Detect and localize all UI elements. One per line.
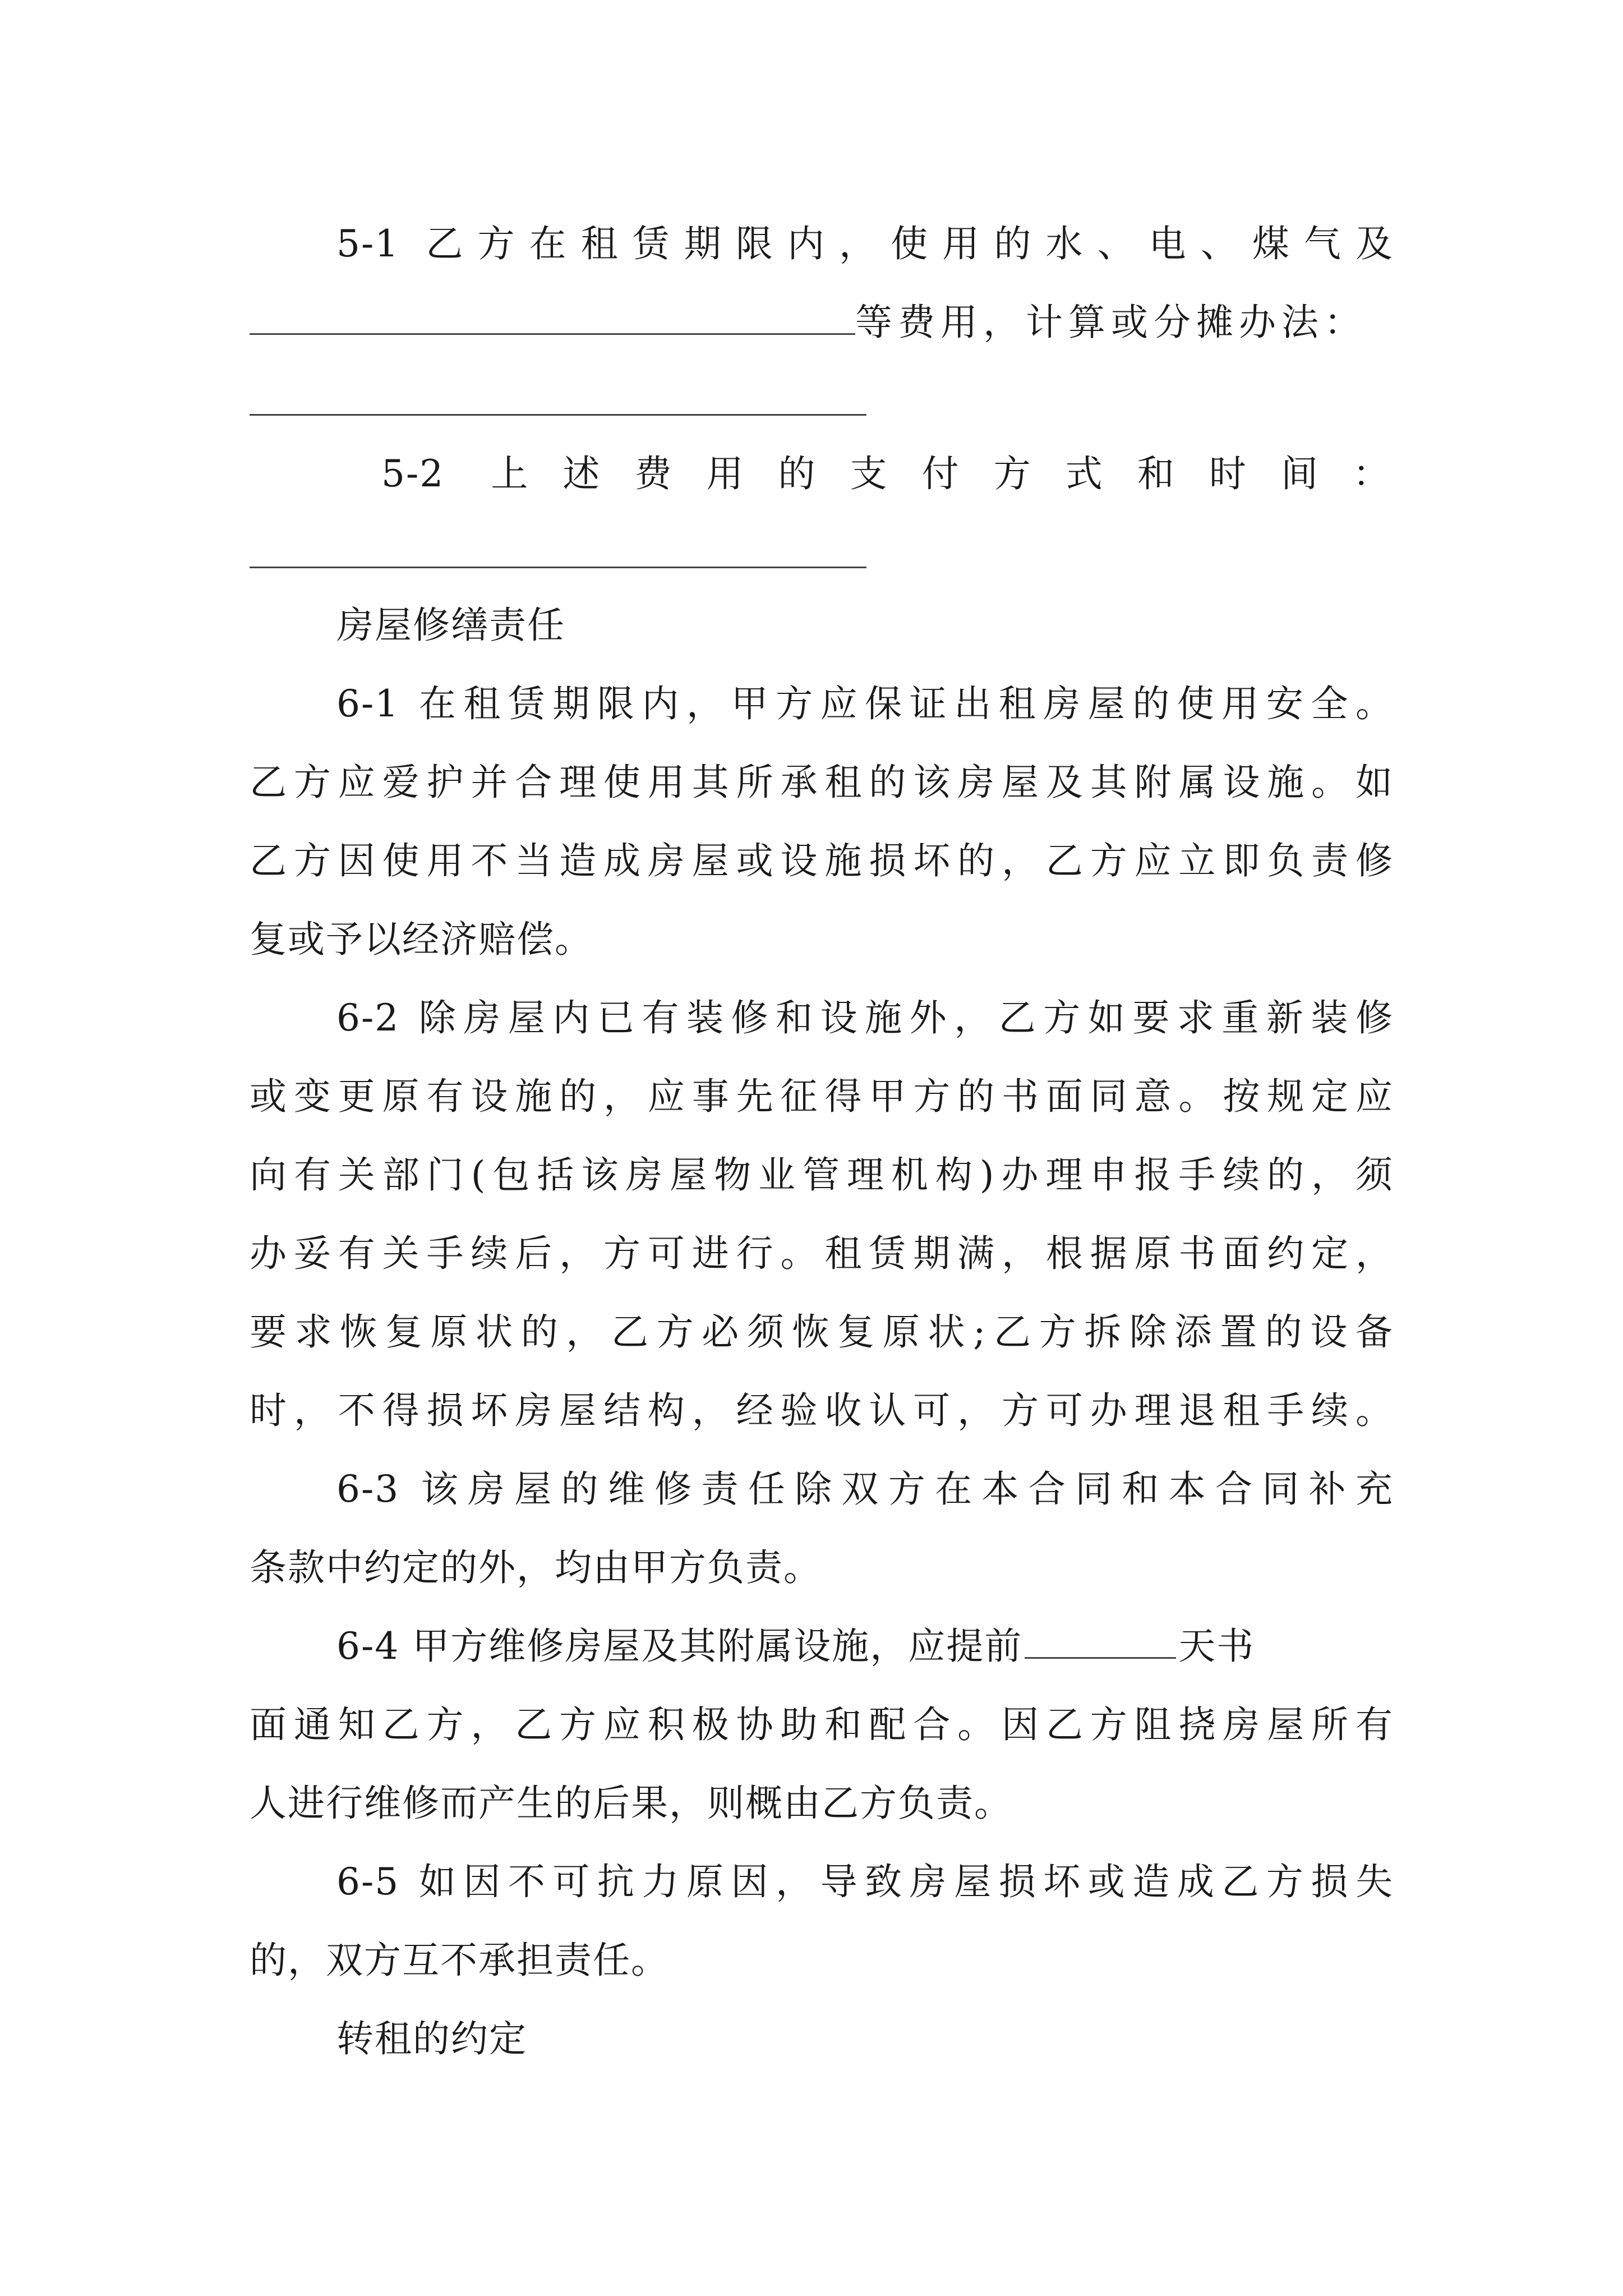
clause-6-4-line-2: 面通知乙方，乙方应积极协助和配合。因乙方阻挠房屋所有 — [250, 1703, 1394, 1746]
clause-6-2-line-5: 要求恢复原状的，乙方必须恢复原状;乙方拆除添置的设备 — [250, 1310, 1394, 1354]
clause-6-1-line-1: 6-1 在租赁期限内，甲方应保证出租房屋的使用安全。 — [336, 682, 1394, 725]
clause-6-5-line-1: 6-5 如因不可抗力原因，导致房屋损坏或造成乙方损失 — [336, 1860, 1394, 1903]
clause-6-4-line-1-tail: 天书 — [1178, 1625, 1255, 1668]
clause-6-1-line-3: 乙方因使用不当造成房屋或设施损坏的，乙方应立即负责修 — [250, 839, 1394, 882]
clause-5-1-line-2 — [250, 283, 1394, 362]
clause-6-1-line-2: 乙方应爱护并合理使用其所承租的该房屋及其附属设施。如 — [250, 761, 1394, 804]
clause-5-1-line-1: 5-1 乙方在租赁期限内，使用的水、电、煤气及 — [336, 222, 1394, 265]
clause-5-2-line-1: 5-2 上述费用的支付方式和时间： — [381, 452, 1391, 495]
fill-in-blank — [1025, 1657, 1176, 1659]
clause-6-2-line-6: 时，不得损坏房屋结构，经验收认可，方可办理退租手续。 — [250, 1389, 1394, 1432]
clause-6-2-line-3: 向有关部门(包括该房屋物业管理机构)办理申报手续的，须 — [250, 1153, 1394, 1197]
fill-in-blank-line — [250, 567, 866, 568]
clause-6-4-line-3: 人进行维修而产生的后果，则概由乙方负责。 — [250, 1782, 1012, 1825]
clause-6-3-line-1: 6-3 该房屋的维修责任除双方在本合同和本合同补充 — [336, 1467, 1394, 1511]
clause-6-3-line-2: 条款中约定的外，均由甲方负责。 — [250, 1546, 822, 1589]
fill-in-blank-line — [250, 414, 866, 416]
fill-in-blank — [250, 333, 855, 335]
clause-6-2-line-4: 办妥有关手续后，方可进行。租赁期满，根据原书面约定， — [250, 1232, 1394, 1275]
clause-6-4-line-1 — [336, 1607, 1394, 1686]
clause-6-2-line-2: 或变更原有设施的，应事先征得甲方的书面同意。按规定应 — [250, 1075, 1394, 1118]
clause-6-5-line-2: 的，双方互不承担责任。 — [250, 1939, 669, 1982]
clause-5-1-line-2-text: 等费用，计算或分摊办法： — [855, 301, 1367, 344]
section-heading-sublease: 转租的约定 — [336, 2017, 527, 2060]
clause-6-1-line-4: 复或予以经济赔偿。 — [250, 918, 593, 961]
clause-6-2-line-1: 6-2 除房屋内已有装修和设施外，乙方如要求重新装修 — [336, 996, 1394, 1039]
clause-6-4-line-1-head: 6-4 甲方维修房屋及其附属设施，应提前 — [336, 1625, 1023, 1668]
section-heading-repair: 房屋修缮责任 — [336, 604, 565, 647]
